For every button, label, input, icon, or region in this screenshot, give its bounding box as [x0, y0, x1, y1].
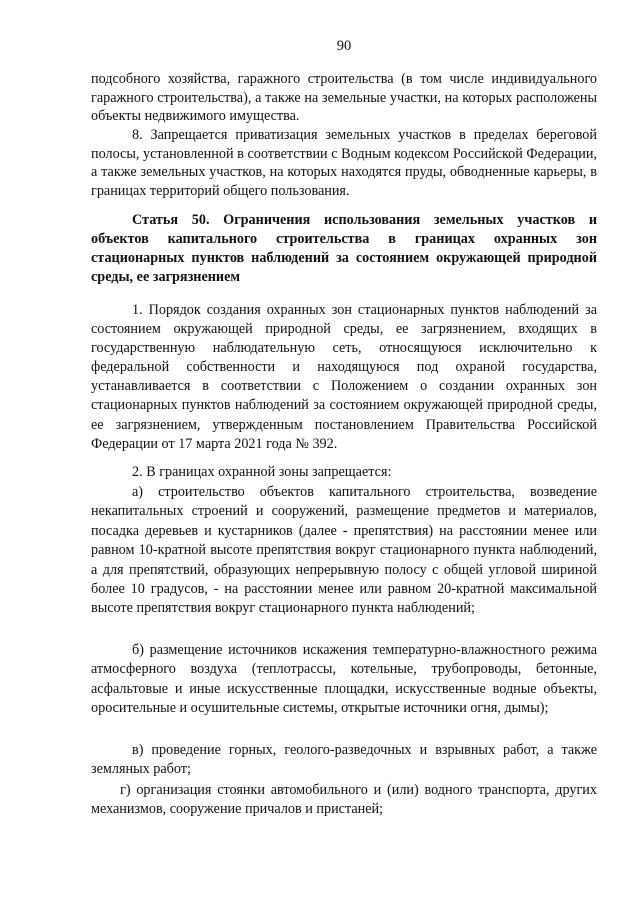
paragraph-2: 2. В границах охранной зоны запрещается:: [132, 464, 392, 480]
paragraph-v: в) проведение горных, геолого-разведочных и взрывных работ, а также земляных работ;: [91, 742, 597, 778]
paragraph-continuation: подсобного хозяйства, гаражного строительства (в том числе индивидуального гаражного строительства), а также на земельные участки, на которых расположены объекты недвижимого имущества.: [91, 71, 597, 125]
page-number: 90: [336, 38, 352, 54]
article-50-title: Статья 50. Ограничения использования земельных участков и объектов капитального строительства в границах охранных зон стационарных пунктов наблюдений за состоянием окружающей природной среды, ее загрязнением: [91, 212, 597, 285]
paragraph-b: б) размещение источников искажения температурно-влажностного режима атмосферного воздуха (теплотрассы, котельные, трубопроводы, бетонные, асфальтовые и иные искусственные площадки, искусственные водные объекты, оросительные и осушительные системы, открытые источники огня, дымы);: [91, 642, 597, 717]
paragraph-8: 8. Запрещается приватизация земельных участков в пределах береговой полосы, установленной в соответствии с Водным кодексом Российской Федерации, а также земельных участков, на которых находятся пруды, обводненные карьеры, в границах территорий общего пользования.: [91, 127, 597, 199]
paragraph-a: а) строительство объектов капитального строительства, возведение некапитальных строений и сооружений, размещение предметов и материалов, посадка деревьев и кустарников (далее - препятствия) на расстоянии менее или равном 10-кратной высоте препятствия вокруг стационарного пункта наблюдений, а для препятствий, образующих непрерывную полосу с общей угловой шириной более 10 градусов, - на расстоянии менее или равном 20-кратной максимальной высоте препятствия вокруг стационарного пункта наблюдений;: [91, 484, 597, 617]
paragraph-g: г) организация стоянки автомобильного и (или) водного транспорта, других механизмов, сооружение причалов и пристаней;: [91, 782, 597, 818]
paragraph-1: 1. Порядок создания охранных зон стационарных пунктов наблюдений за состоянием окружающей природной среды, ее загрязнением, входящих в государственную наблюдательную сеть, относящуюся исключительно к федеральной собственности и находящуюся под охраной государства, устанавливается в соответствии с Положением о создании охранных зон стационарных пунктов наблюдений за состоянием окружающей природной среды, ее загрязнением, утвержденным постановлением Правительства Российской Федерации от 17 марта 2021 года № 392.: [91, 302, 597, 452]
